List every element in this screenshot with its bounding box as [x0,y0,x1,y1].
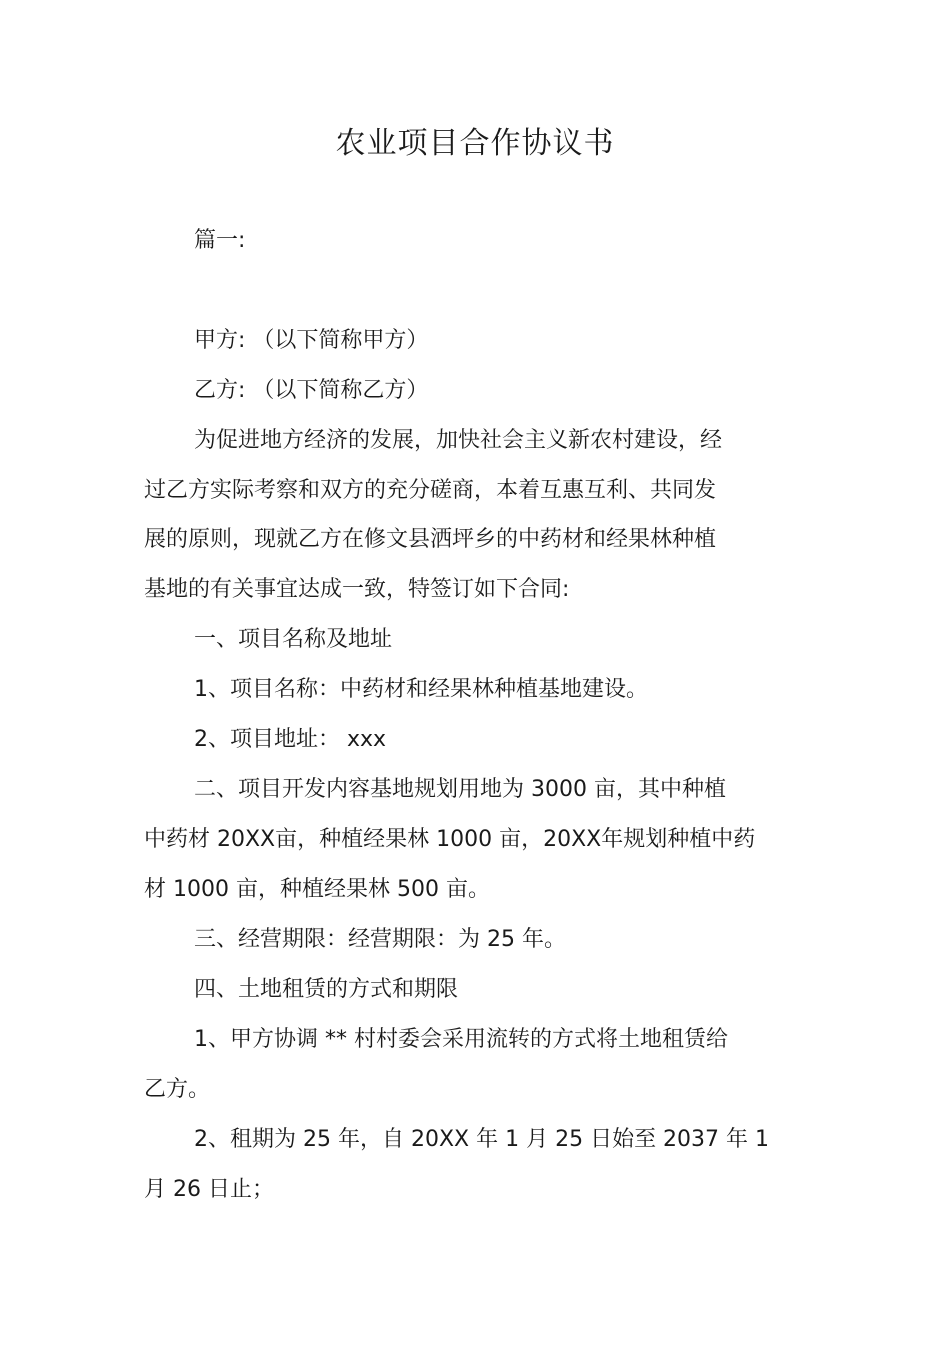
paragraph-line: 乙方。 [144,1077,211,1102]
section-heading-part-one: 篇一: [194,228,246,253]
paragraph-line: 基地的有关事宜达成一致，特签订如下合同: [144,577,570,602]
paragraph-line: 为促进地方经济的发展，加快社会主义新农村建设，经 [194,428,723,453]
clause-item: 1、甲方协调 ** 村村委会采用流转的方式将土地租赁给 [194,1027,728,1052]
paragraph-line: 中药材 20XX亩，种植经果林 1000 亩，20XX年规划种植中药 [144,827,756,852]
document-title: 农业项目合作协议书 [335,126,615,161]
paragraph-line: 月 26 日止； [144,1177,274,1202]
clause-heading: 三、经营期限：经营期限：为 25 年。 [194,927,566,952]
paragraph-line: 展的原则，现就乙方在修文县洒坪乡的中药材和经果林种植 [144,527,717,552]
clause-heading: 四、土地租赁的方式和期限 [194,977,459,1002]
clause-item: 1、项目名称：中药材和经果林种植基地建设。 [194,677,648,702]
clause-item: 2、项目地址： xxx [194,727,387,752]
clause-item: 2、租期为 25 年，自 20XX 年 1 月 25 日始至 2037 年 1 [194,1127,770,1152]
party-a-line: 甲方: （以下简称甲方） [194,328,429,353]
clause-heading: 一、项目名称及地址 [194,627,393,652]
paragraph-line: 材 1000 亩，种植经果林 500 亩。 [144,877,490,902]
clause-heading: 二、项目开发内容基地规划用地为 3000 亩，其中种植 [194,777,726,802]
party-b-line: 乙方: （以下简称乙方） [194,378,429,403]
paragraph-line: 过乙方实际考察和双方的充分磋商，本着互惠互利、共同发 [144,478,717,503]
